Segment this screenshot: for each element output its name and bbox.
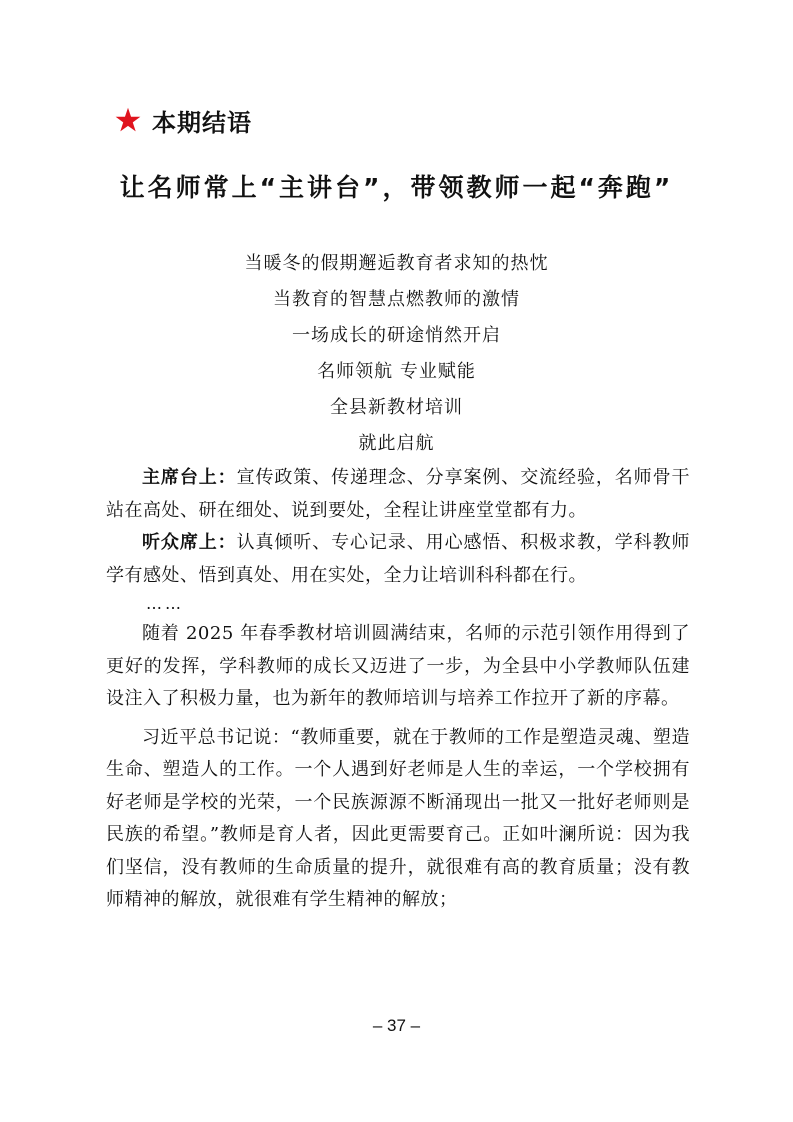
- paragraph-audience: [106, 527, 690, 592]
- poem-line: 全县新教材培训: [330, 397, 463, 418]
- poem-line: 一场成长的研途悄然开启: [292, 325, 501, 346]
- article-title: 让名师常上“主讲台”，带领教师一起“奔跑”: [119, 173, 674, 202]
- section-title: 本期结语: [152, 108, 252, 137]
- poem-line: 就此启航: [358, 433, 435, 454]
- red-star-icon: [114, 106, 142, 134]
- paragraph-conclusion: 随着 2025 年春季教材培训圆满结束，名师的示范引领作用得到了更好的发挥，学科教师的成长又迈进了一步，为全县中小学教师队伍建设注入了积极力量，也为新年的教师培训与培养工作拉开了新的序幕。: [106, 623, 690, 709]
- paragraph-lead: 主席台上：: [142, 467, 237, 488]
- body-text: [106, 462, 690, 917]
- paragraph-rostrum: [106, 462, 690, 527]
- page-number: – 37 –: [372, 1016, 421, 1035]
- paragraph-lead: 听众席上：: [142, 532, 237, 553]
- paragraph-text: 宣传政策、传递理念、分享案例、交流经验，名师骨干站在高处、研在细处、说到要处，全程让讲座堂堂都有力。: [106, 467, 691, 521]
- section-header: [114, 102, 252, 138]
- ellipsis: ……: [146, 594, 184, 613]
- paragraph-text: 认真倾听、专心记录、用心感悟、积极求教，学科教师学有感处、悟到真处、用在实处，全力让培训科科都在行。: [106, 532, 691, 586]
- paragraph-quote: 习近平总书记说：“教师重要，就在于教师的工作是塑造灵魂、塑造生命、塑造人的工作。一个人遇到好老师是人生的幸运，一个学校拥有好老师是学校的光荣，一个民族源源不断涌现出一批又一批好老师则是民族的希望。”教师是育人者，因此更需要育己。正如叶澜所说：因为我们坚信，没有教师的生命质量的提升，就很难有高的教育质量；没有教师精神的解放，就很难有学生精神的解放；: [106, 726, 690, 910]
- poem-line: 名师领航 专业赋能: [317, 361, 476, 382]
- poem-line: 当教育的智慧点燃教师的激情: [273, 289, 520, 310]
- poem-line: 当暖冬的假期邂逅教育者求知的热忱: [244, 253, 549, 274]
- poem-block: [0, 246, 793, 462]
